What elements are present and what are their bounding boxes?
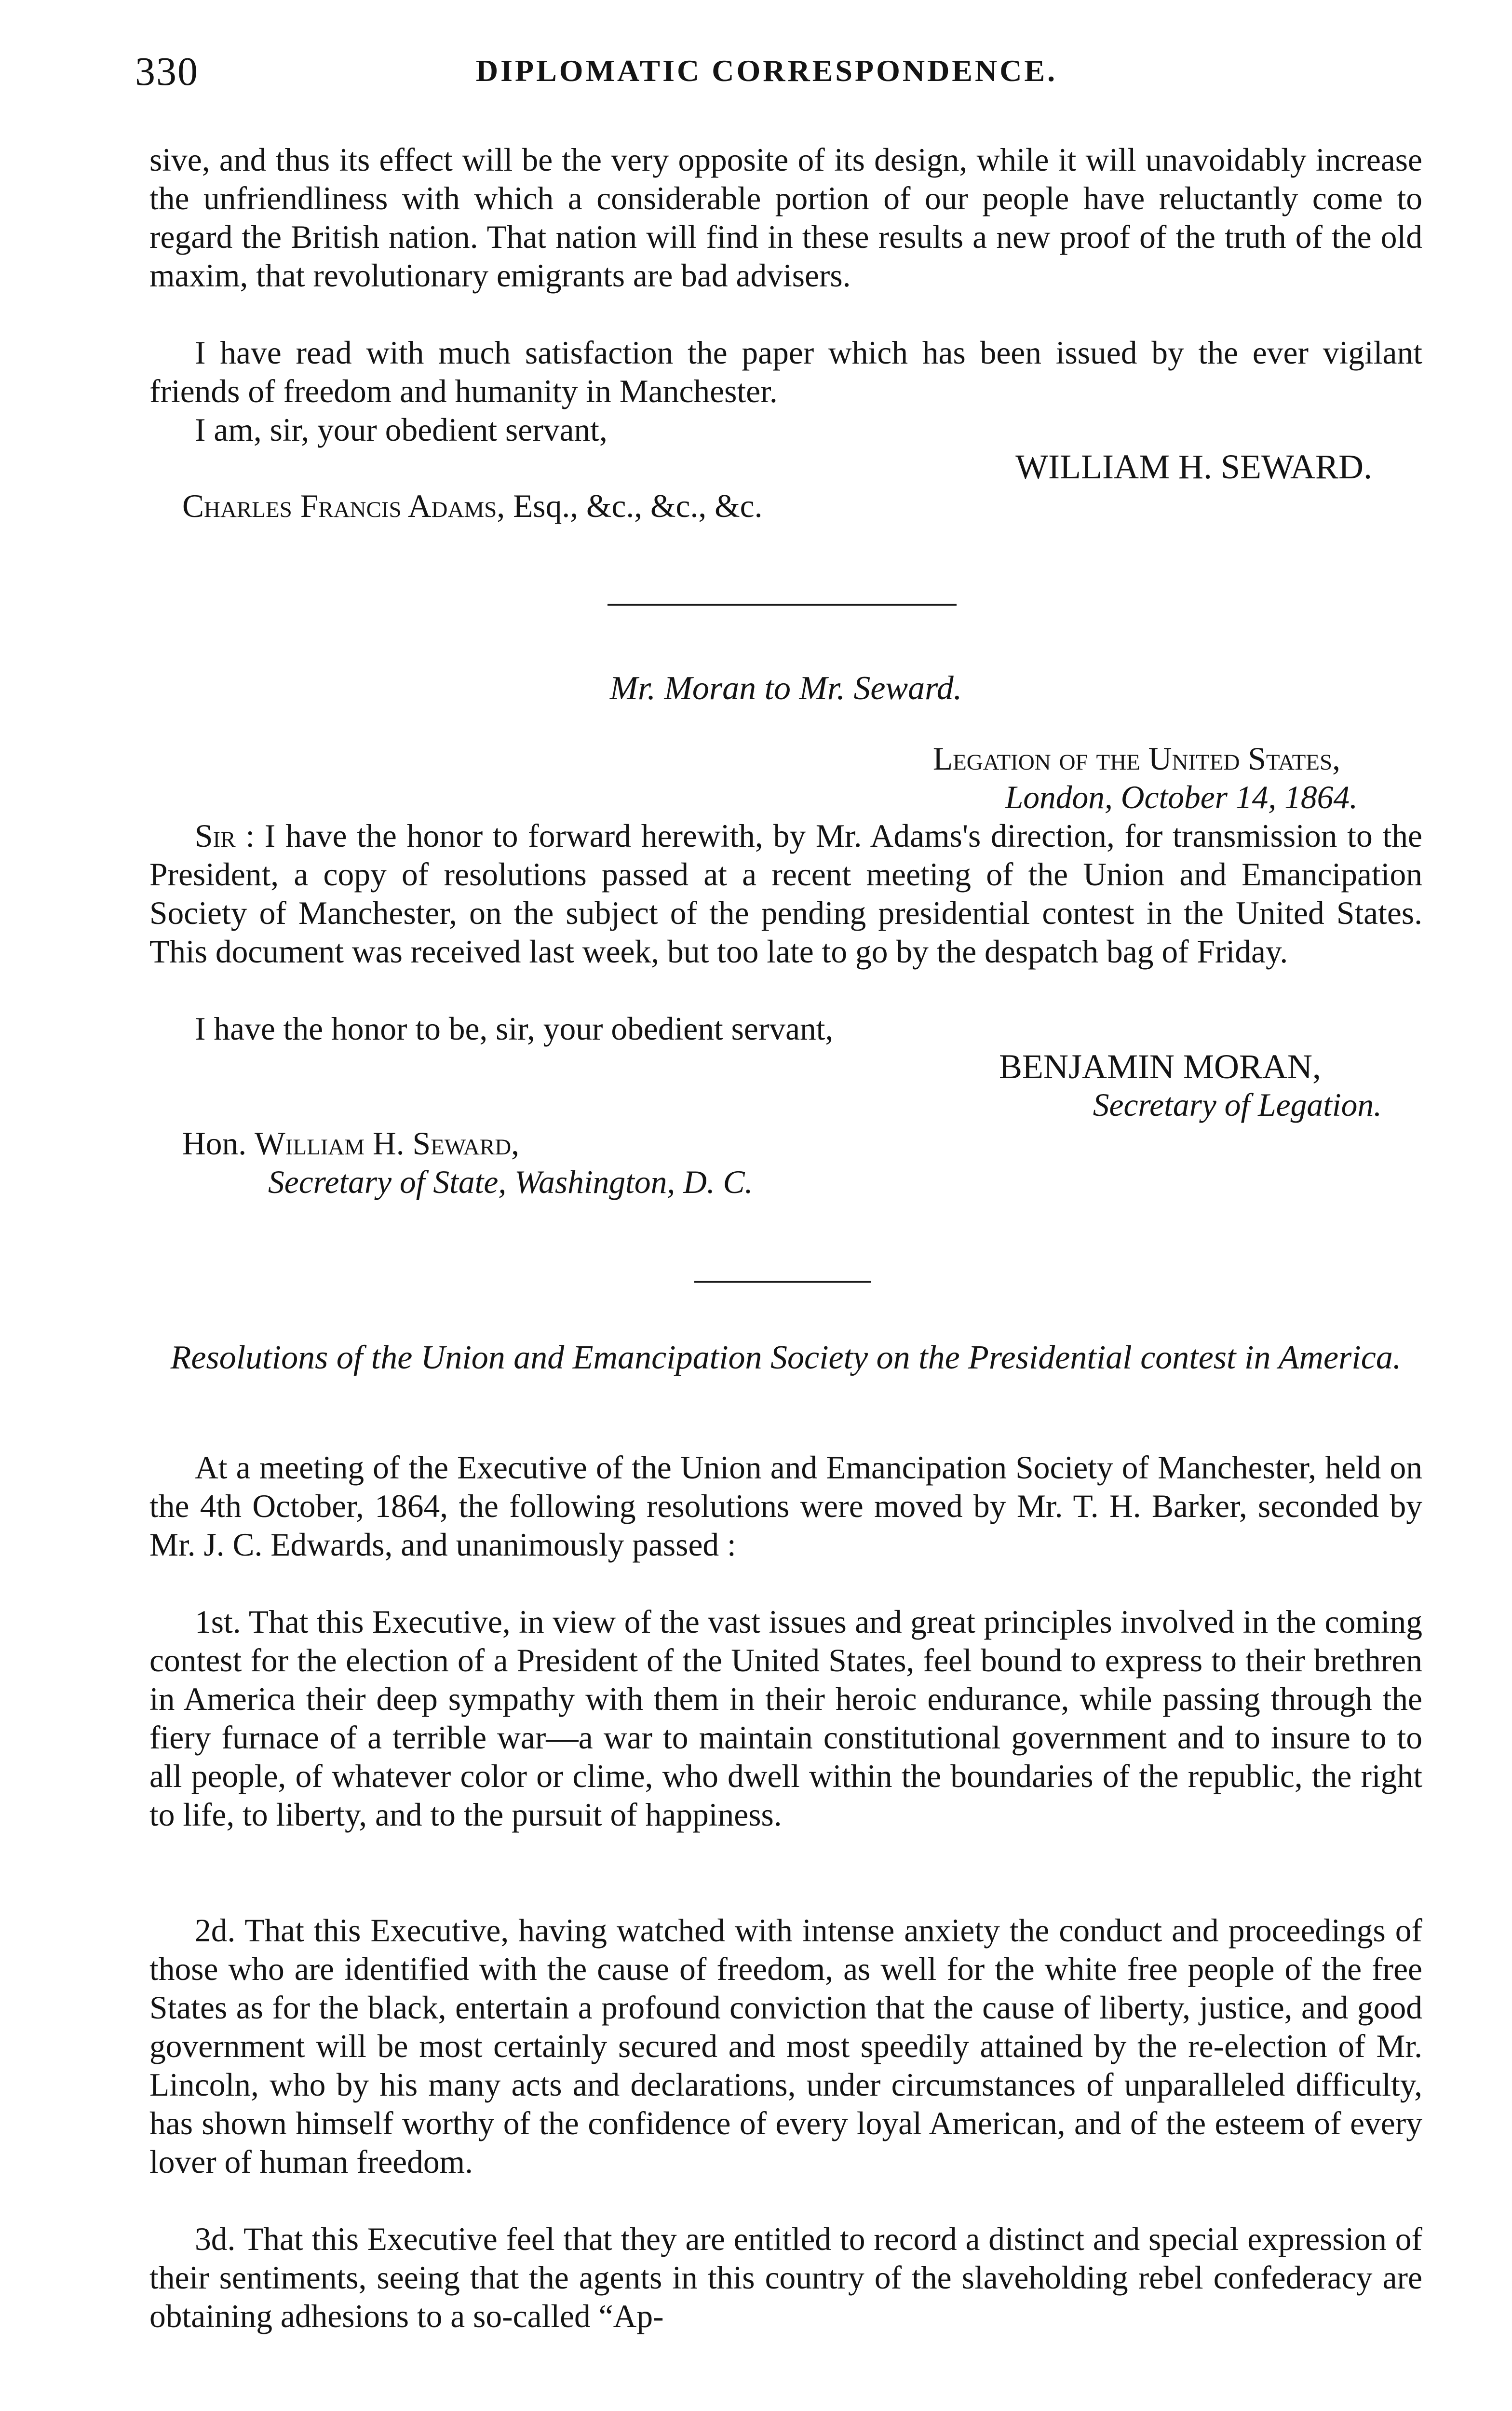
salutation: Sir : <box>195 818 255 854</box>
resolution-item: 3d. That this Executive feel that they are entitled to record a distinct and special expression of their sentiments, seeing that the agents in this country of the slaveholding rebel confederacy are obtaining adhesions to a so-called “Ap- <box>149 2221 1422 2334</box>
moran-letter-closing: I have the honor to be, sir, your obedient servant, <box>195 1011 834 1047</box>
section-divider <box>608 604 957 606</box>
moran-letter-date: London, October 14, 1864. <box>1005 779 1358 815</box>
moran-letter-heading: Mr. Moran to Mr. Seward. <box>609 670 962 707</box>
seward-signature: WILLIAM H. SEWARD. <box>1015 447 1372 486</box>
moran-signature: BENJAMIN MORAN, <box>999 1047 1321 1086</box>
resolution-item: 1st. That this Executive, in view of the vast issues and great principles involved in the coming contest for the election of a President of the United States, feel bound to express to their brethren in America their deep sympathy with them in their heroic endurance, while passing through the fiery furnace of a terrible war—a war to maintain constitutional government and to insure to to all people, of whatever color or clime, who dwell within the boundaries of the republic, the right to life, to liberty, and to the pursuit of happiness. <box>149 1604 1422 1833</box>
addressee-name: Charles Francis Adams <box>182 488 497 524</box>
addressee-suffix: , Esq., &c., &c., &c. <box>497 488 763 524</box>
moran-letter-body <box>149 817 1422 971</box>
moran-addressee-title: Secretary of State, Washington, D. C. <box>268 1164 753 1200</box>
section-divider <box>694 1281 871 1283</box>
seward-letter-continuation: sive, and thus its effect will be the very opposite of its design, while it will unavoidably increase the unfriendliness with which a considerable portion of our people have reluctantly come to regard the British nation. That nation will find in these results a new proof of the truth of the old maxim, that revolutionary emigrants are bad advisers. <box>149 142 1422 294</box>
resolution-item: 2d. That this Executive, having watched with intense anxiety the conduct and proceedings of those who are identified with the cause of freedom, as well for the white free people of the free States as for the black, entertain a profound conviction that the cause of liberty, justice, and good government will be most certainly secured and most speedily attained by the re-election of Mr. Lincoln, who by his many acts and declarations, under circumstances of unparalleled difficulty, has shown himself worthy of the confidence of every loyal American, and of the esteem of every lover of human freedom. <box>149 1912 1422 2180</box>
page-number: 330 <box>135 49 199 94</box>
moran-body-text: I have the honor to forward herewith, by Mr. Adams's direction, for transmission to the President, a copy of resolutions passed at a recent meeting of the Union and Emancipation Society of Manchester, on the subject of the pending presidential contest in the United States. This document was received last week, but too late to go by the despatch bag of Friday. <box>149 818 1422 970</box>
moran-letter-location: Legation of the United States, <box>932 741 1340 777</box>
seward-letter-closing: I am, sir, your obedient servant, <box>195 412 608 448</box>
moran-letter-addressee <box>182 1124 1339 1163</box>
seward-letter-paragraph: I have read with much satisfaction the paper which has been issued by the ever vigilant friends of freedom and humanity in Manchester. <box>149 335 1422 409</box>
moran-signature-title: Secretary of Legation. <box>1093 1087 1382 1123</box>
running-header <box>135 48 1398 101</box>
resolutions-title: Resolutions of the Union and Emancipation Society on the Presidential contest in America. <box>170 1339 1402 1376</box>
addressee-name: William H. Seward, <box>255 1125 520 1162</box>
running-title: DIPLOMATIC CORRESPONDENCE. <box>475 54 1058 88</box>
seward-letter-addressee <box>182 487 1339 526</box>
resolutions-intro: At a meeting of the Executive of the Union and Emancipation Society of Manchester, held on the 4th October, 1864, the following resolutions were moved by Mr. T. H. Barker, seconded by Mr. J. C. Edwards, and unanimously passed : <box>149 1449 1422 1563</box>
addressee-prefix: Hon. <box>182 1125 255 1162</box>
